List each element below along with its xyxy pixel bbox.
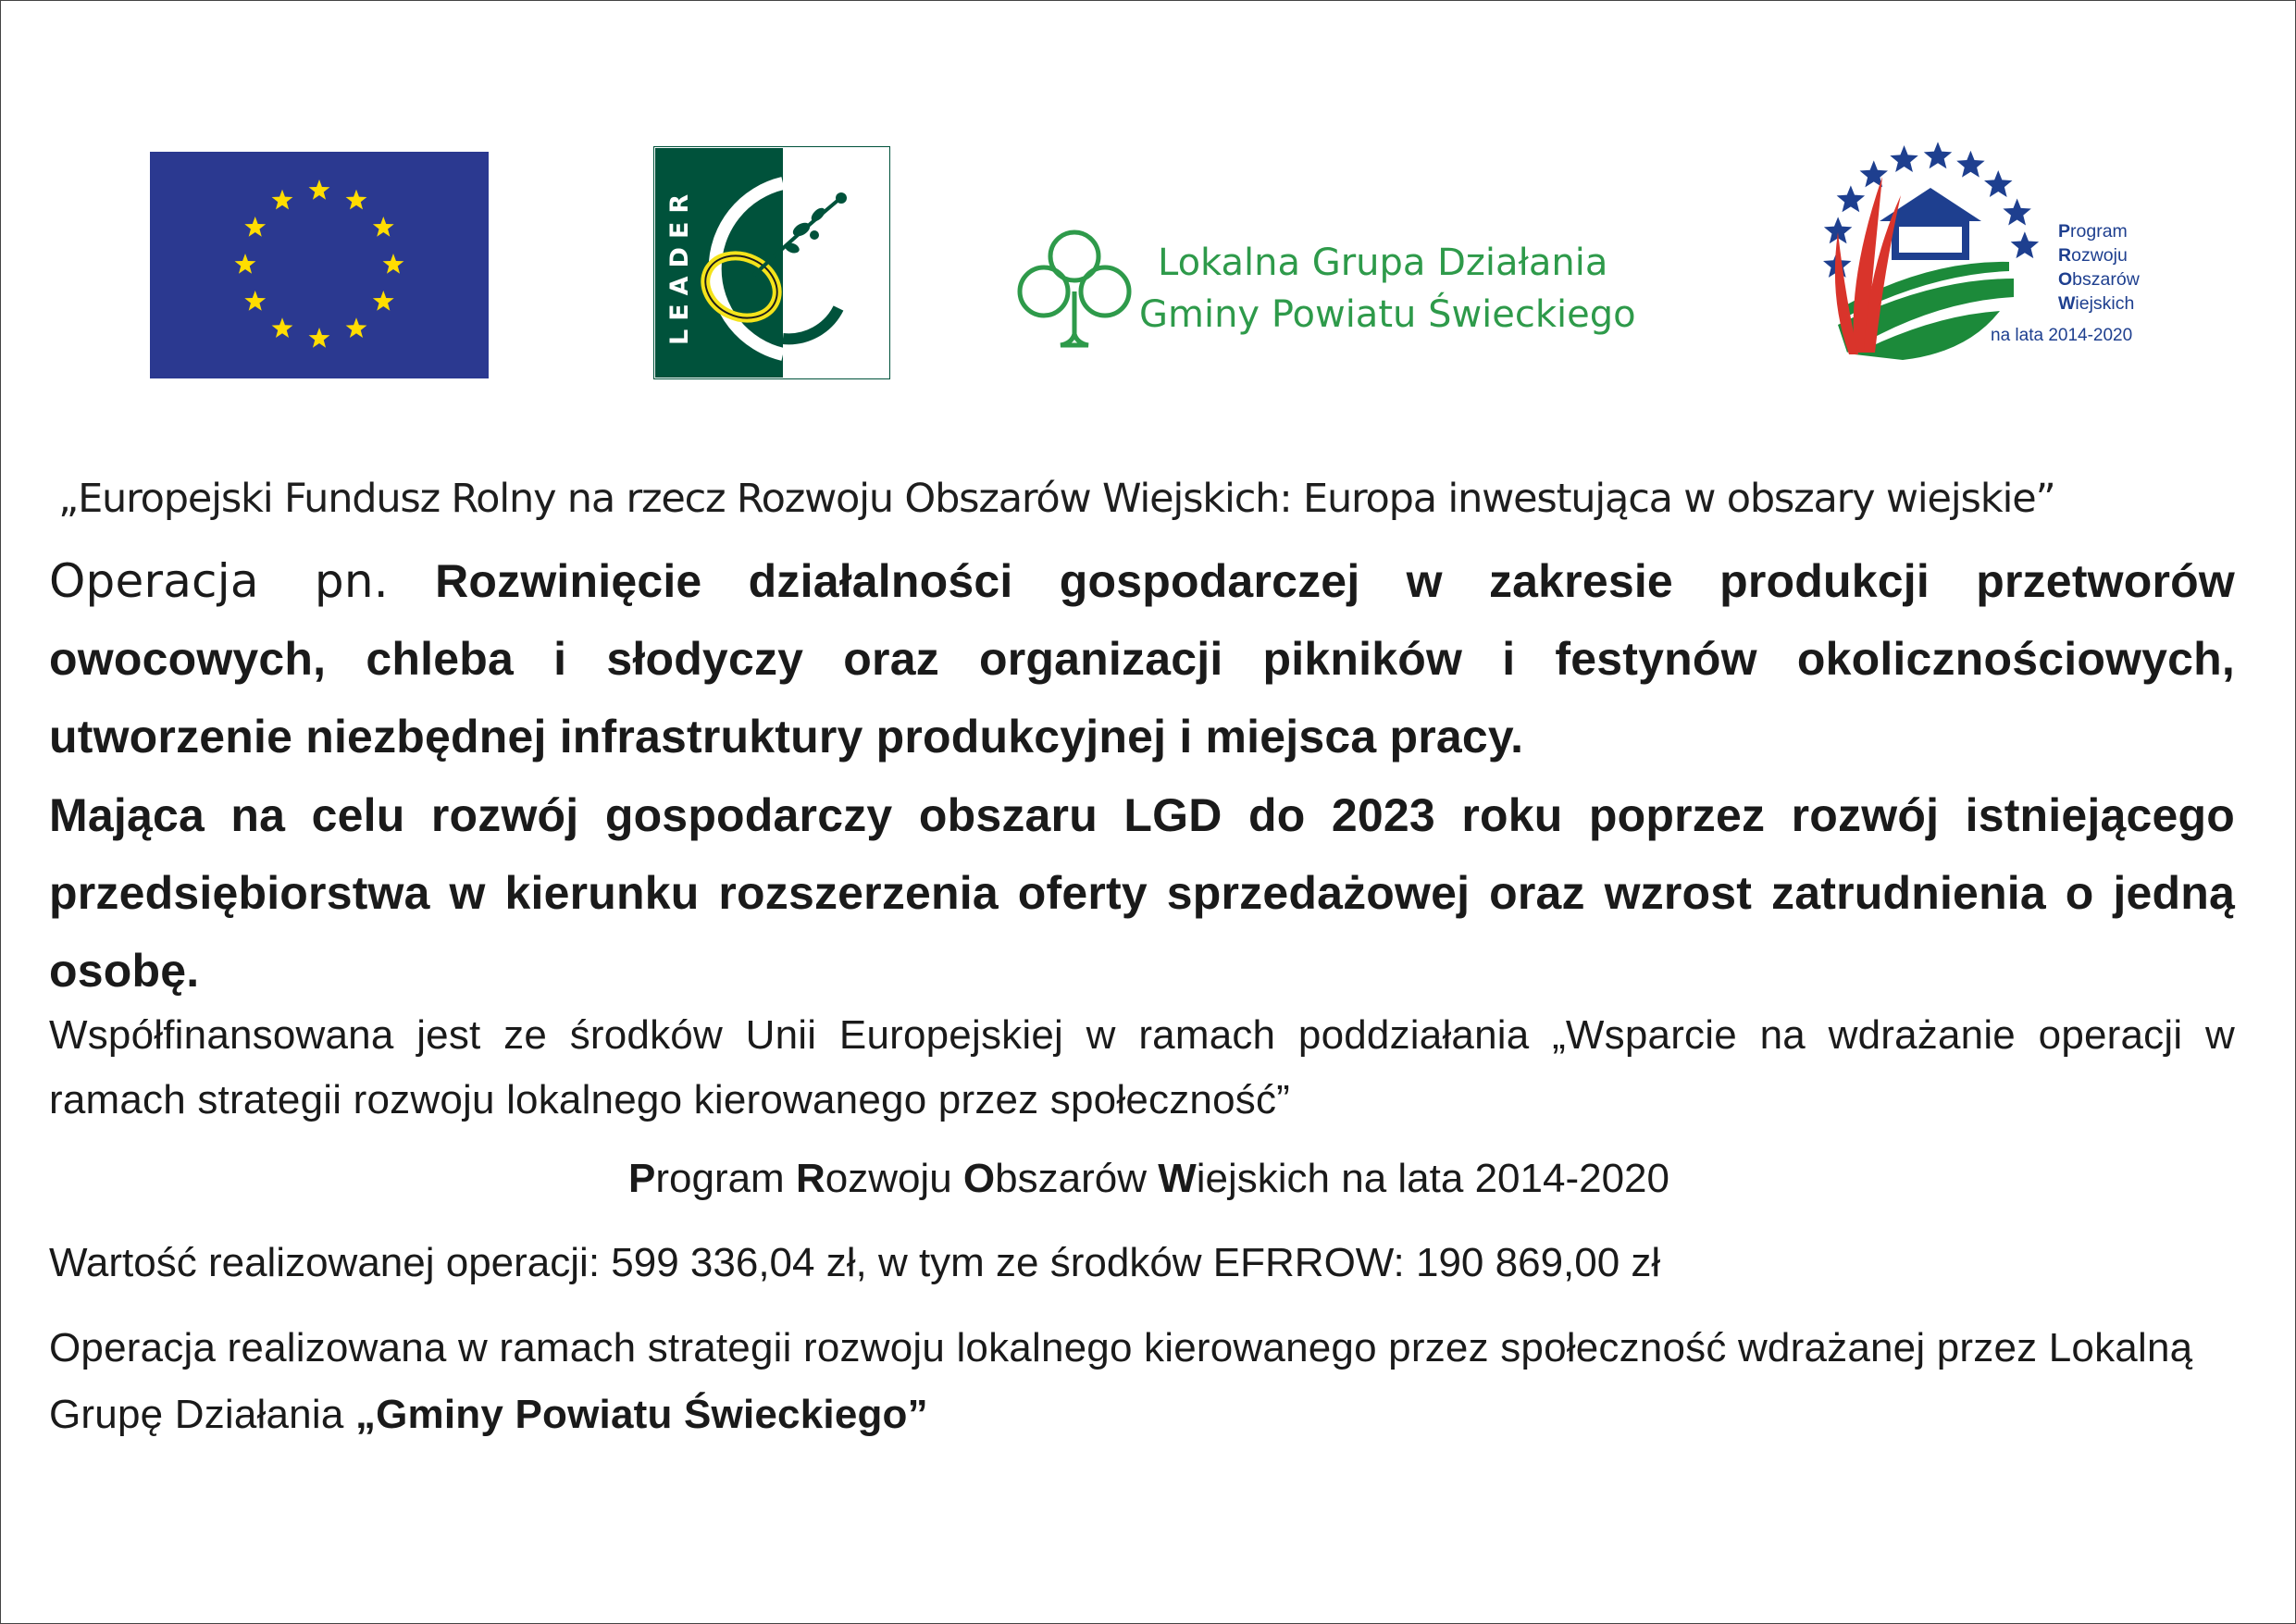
prow-logo-text xyxy=(2058,219,2140,316)
prow-word-program: rogram xyxy=(2070,221,2128,242)
lgd-logo xyxy=(1005,158,1681,357)
cofinancing-note: Współfinansowana jest ze środków Unii Europejskiej w ramach poddziałania „Wsparcie na wdrażanie operacji w ramach strategii rozwoju lokalnego kierowanego przez społeczność” xyxy=(49,1012,2235,1122)
prow-star-icon xyxy=(1956,151,1984,178)
prow-star-icon xyxy=(1890,145,1917,172)
lgd-quoted-name: „Gminy Powiatu Świeckiego” xyxy=(354,1392,928,1437)
prow-star-icon xyxy=(1924,142,1952,168)
lgd-name xyxy=(1139,237,1636,341)
prow-logo-line-obszarow xyxy=(2058,267,2140,291)
prow-initial-w: W xyxy=(2058,293,2076,314)
prow-logo-line-rozwoju xyxy=(2058,243,2140,267)
prow-star-icon xyxy=(1837,185,1865,212)
operation-lead: Operacja pn. xyxy=(49,554,389,608)
operation-title: Rozwinięcie działalności gospodarczej w zakresie produkcji przetworów owocowych, chleba i słodyczy oraz organizacji pikników i festynów okolicznościowych, utworzenie niezbędnej infrastruktury produkcyjnej i miejsca pracy. xyxy=(49,555,2235,762)
lgd-name-line2: Gminy Powiatu Świeckiego xyxy=(1139,293,1636,336)
program-initial-r: R xyxy=(795,1156,825,1201)
leader-logo-text: LEADER xyxy=(665,185,694,345)
program-word-iejskich: iejskich na lata 2014-2020 xyxy=(1196,1156,1669,1201)
prow-word-obszarow: bszarów xyxy=(2072,269,2140,290)
prow-initial-r: R xyxy=(2058,245,2072,266)
prow-initial-p: P xyxy=(2058,221,2071,242)
eafrd-motto: „Europejski Fundusz Rolny na rzecz Rozwoju Obszarów Wiejskich: Europa inwestująca w obszary wiejskie” xyxy=(58,476,2055,522)
prow-star-icon xyxy=(1984,170,2012,197)
operation-description xyxy=(49,542,2235,775)
program-line xyxy=(1,1151,2296,1207)
clover-icon xyxy=(1014,225,1135,351)
leader-icon xyxy=(653,146,890,379)
program-word-bszarow: bszarów xyxy=(995,1156,1159,1201)
program-initial-w: W xyxy=(1158,1156,1197,1201)
prow-star-icon xyxy=(1860,160,1888,187)
implementation-note xyxy=(49,1315,2235,1448)
program-initial-o: O xyxy=(962,1156,996,1201)
prow-word-rozwoju: ozwoju xyxy=(2071,245,2128,266)
prow-word-wiejskich: iejskich xyxy=(2075,293,2135,314)
prow-logo-line-program xyxy=(2058,219,2140,243)
leader-logo xyxy=(653,146,890,379)
program-initial-p: P xyxy=(627,1156,656,1201)
prow-logo-line-wiejskich xyxy=(2058,291,2140,316)
eu-flag-icon xyxy=(150,152,489,378)
lgd-name-line1: Lokalna Grupa Działania xyxy=(1158,242,1608,284)
program-word-ozwoju: ozwoju xyxy=(825,1156,963,1201)
eu-flag-logo xyxy=(150,152,489,378)
implementation-text: Operacja realizowana w ramach strategii rozwoju lokalnego kierowanego przez społeczność wdrażanej przez Lokalną Grupę Działania xyxy=(49,1325,2193,1437)
operation-goal: Mająca na celu rozwój gospodarczy obszaru LGD do 2023 roku poprzez rozwój istniejącego przedsiębiorstwa w kierunku rozszerzenia oferty sprzedażowej oraz wzrost zatrudnienia o jedną osobę. xyxy=(49,789,2235,997)
prow-logo xyxy=(1792,140,2162,371)
prow-initial-o: O xyxy=(2058,269,2073,290)
prow-star-icon xyxy=(2011,231,2039,258)
prow-star-icon xyxy=(2003,198,2030,225)
prow-logo-years: na lata 2014-2020 xyxy=(1991,326,2133,345)
program-word-rogram: rogram xyxy=(655,1156,796,1201)
operation-value: Wartość realizowanej operacji: 599 336,04 zł, w tym ze środków EFRROW: 190 869,00 zł xyxy=(49,1240,1661,1285)
